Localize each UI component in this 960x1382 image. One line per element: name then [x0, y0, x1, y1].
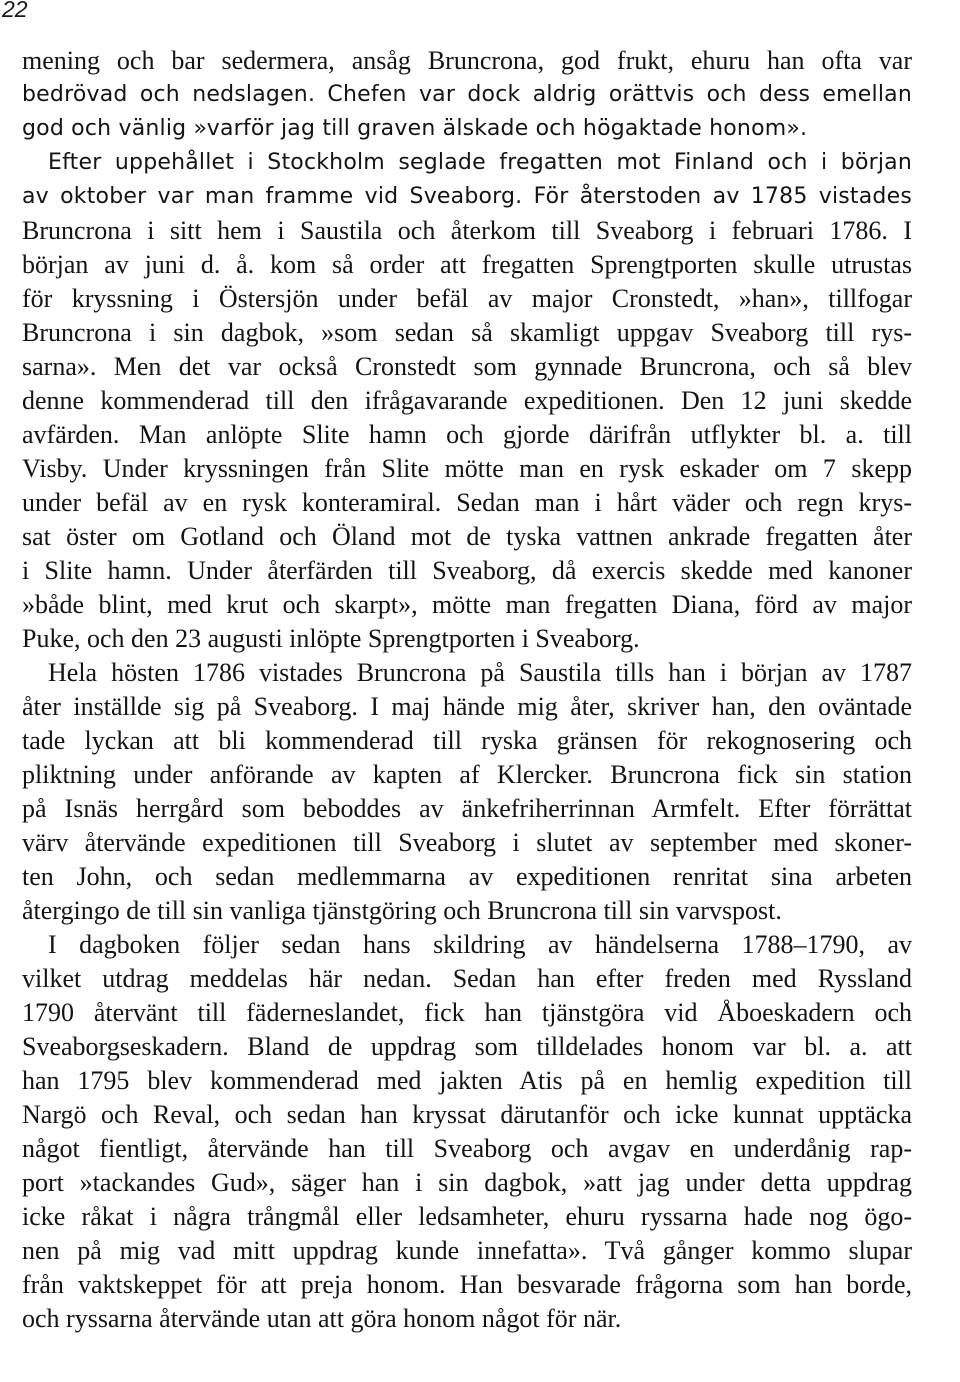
text-line: återgingo de till sin vanliga tjänstgöring och Bruncrona till sin varvspost.	[22, 896, 782, 925]
text-line: I dagboken följer sedan hans skildring av händelserna 1788–1790, av	[48, 930, 912, 959]
text-line: för kryssning i Östersjön under befäl av major Cronstedt, »han», tillfogar	[22, 284, 912, 313]
text-line: på Isnäs herrgård som beboddes av änkefriherrinnan Armfelt. Efter förrättat	[22, 794, 912, 823]
text-line: och ryssarna återvände utan att göra honom något för när.	[22, 1304, 622, 1333]
text-line: tade lyckan att bli kommenderad till ryska gränsen för rekognosering och	[22, 726, 912, 755]
text-line: något fientligt, återvände han till Sveaborg och avgav en underdånig rap-	[22, 1134, 912, 1163]
text-line: från vaktskeppet för att preja honom. Han besvarade frågorna som han borde,	[22, 1270, 912, 1299]
text-line: port »tackandes Gud», säger han i sin dagbok, »att jag under detta uppdrag	[22, 1168, 912, 1197]
text-line: början av juni d. å. kom så order att fregatten Sprengtporten skulle utrustas	[22, 250, 912, 279]
text-line: Hela hösten 1786 vistades Bruncrona på Saustila tills han i början av 1787	[48, 658, 912, 687]
text-line: Nargö och Reval, och sedan han kryssat därutanför och icke kunnat upptäcka	[22, 1100, 912, 1129]
text-line: denne kommenderad till den ifrågavarande expeditionen. Den 12 juni skedde	[22, 386, 912, 415]
text-line: god och vänlig »varför jag till graven älskade och högaktade honom».	[22, 116, 808, 141]
text-line: pliktning under anförande av kapten af Klercker. Bruncrona fick sin station	[22, 760, 912, 789]
text-line: Bruncrona i sin dagbok, »som sedan så skamligt uppgav Sveaborg till rys-	[22, 318, 912, 347]
text-line: Efter uppehållet i Stockholm seglade fregatten mot Finland och i början	[48, 150, 912, 175]
text-line: av oktober var man framme vid Sveaborg. För återstoden av 1785 vistades	[22, 184, 912, 209]
text-line: Sveaborgseskadern. Bland de uppdrag som tilldelades honom var bl. a. att	[22, 1032, 912, 1061]
text-line: i Slite hamn. Under återfärden till Sveaborg, då exercis skedde med kanoner	[22, 556, 912, 585]
text-line: 1790 återvänt till fäderneslandet, fick han tjänstgöra vid Åboeskadern och	[22, 998, 912, 1027]
text-line: åter inställde sig på Sveaborg. I maj hände mig åter, skriver han, den oväntade	[22, 692, 912, 721]
text-line: avfärden. Man anlöpte Slite hamn och gjorde därifrån utflykter bl. a. till	[22, 420, 912, 449]
text-line: Puke, och den 23 augusti inlöpte Sprengtporten i Sveaborg.	[22, 624, 640, 653]
text-line: nen på mig vad mitt uppdrag kunde innefatta». Två gånger kommo slupar	[22, 1236, 912, 1265]
text-line: mening och bar sedermera, ansåg Bruncrona, god frukt, ehuru han ofta var	[22, 46, 912, 75]
text-line: Visby. Under kryssningen från Slite mötte man en rysk eskader om 7 skepp	[22, 454, 912, 483]
text-line: Bruncrona i sitt hem i Saustila och återkom till Sveaborg i februari 1786. I	[22, 216, 912, 245]
text-line: bedrövad och nedslagen. Chefen var dock aldrig orättvis och dess emellan	[22, 82, 912, 107]
text-line: ten John, och sedan medlemmarna av expeditionen renritat sina arbeten	[22, 862, 912, 891]
body-text	[22, 44, 912, 1336]
text-line: icke råkat i några trångmål eller ledsamheter, ehuru ryssarna hade nog ögo-	[22, 1202, 912, 1231]
text-line: vilket utdrag meddelas här nedan. Sedan han efter freden med Ryssland	[22, 964, 912, 993]
text-line: sarna». Men det var också Cronstedt som gynnade Bruncrona, och så blev	[22, 352, 912, 381]
text-line: under befäl av en rysk konteramiral. Sedan man i hårt väder och regn krys-	[22, 488, 912, 517]
text-line: han 1795 blev kommenderad med jakten Atis på en hemlig expedition till	[22, 1066, 912, 1095]
text-line: värv återvände expeditionen till Sveaborg i slutet av september med skoner-	[22, 828, 912, 857]
page-number: 22	[2, 0, 28, 22]
text-line: sat öster om Gotland och Öland mot de tyska vattnen ankrade fregatten åter	[22, 522, 912, 551]
text-line: »både blint, med krut och skarpt», mötte man fregatten Diana, förd av major	[22, 590, 912, 619]
